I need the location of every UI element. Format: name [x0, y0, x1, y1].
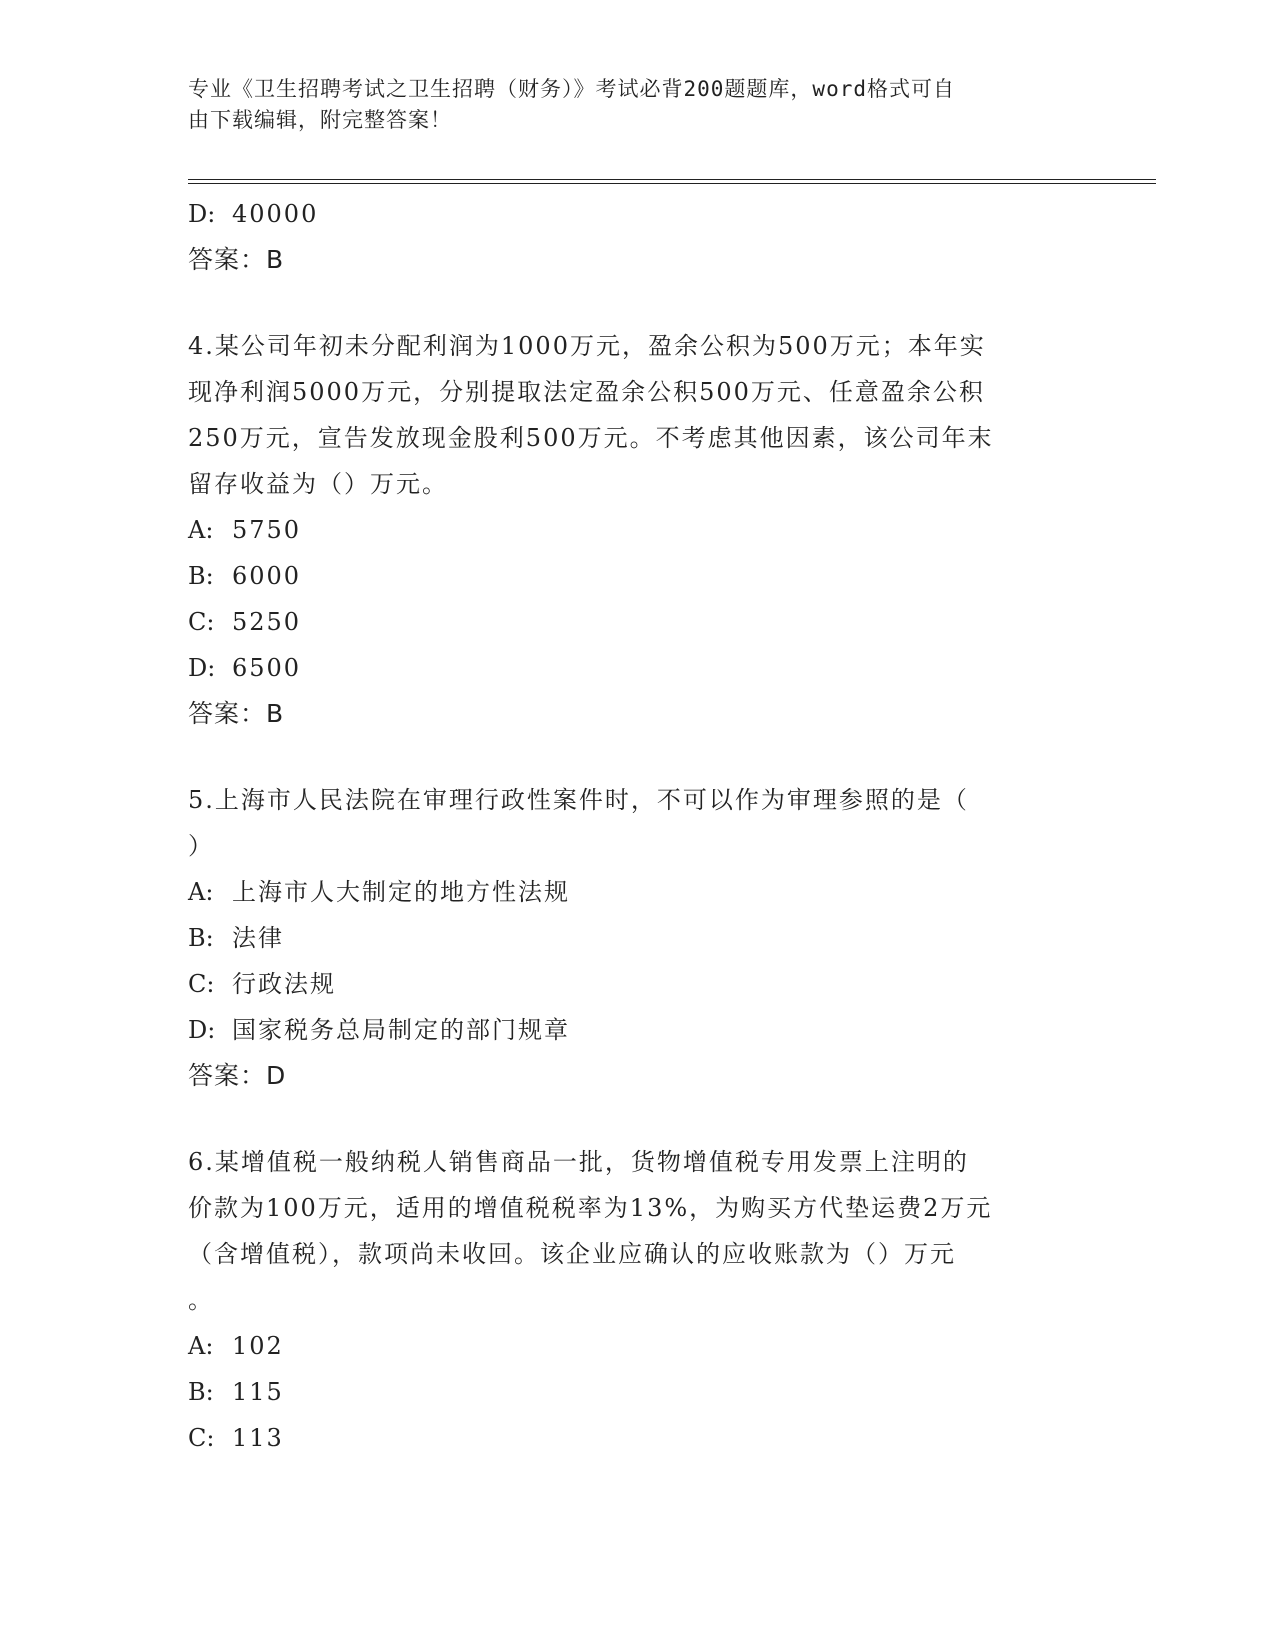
- option-a: [188, 507, 1088, 553]
- question-gap: [188, 283, 1088, 323]
- option-c: [188, 1415, 1088, 1461]
- stem-line: ）: [188, 832, 214, 860]
- option-c: [188, 961, 1088, 1007]
- question-stem: [188, 1139, 1088, 1323]
- option-text: 115: [232, 1378, 284, 1406]
- answer-line: 答案：B: [188, 699, 285, 728]
- option-letter: A:: [188, 516, 214, 544]
- option-letter: A:: [188, 1332, 214, 1360]
- header-line-1: 专业《卫生招聘考试之卫生招聘（财务）》考试必背200题题库，word格式可自: [188, 77, 955, 101]
- answer-line: 答案：D: [188, 1061, 287, 1090]
- option-text: 102: [232, 1332, 284, 1360]
- stem-line: 现净利润5000万元，分别提取法定盈余公积500万元、任意盈余公积: [188, 378, 985, 406]
- option-text: 40000: [232, 200, 319, 228]
- option-letter: B:: [188, 924, 214, 952]
- question-4: [188, 323, 1088, 737]
- option-letter: B:: [188, 1378, 214, 1406]
- header-rule-bottom: [188, 183, 1156, 184]
- question-stem: [188, 323, 1088, 507]
- option-b: [188, 553, 1088, 599]
- option-b: [188, 915, 1088, 961]
- option-d: [188, 191, 1088, 237]
- option-text: 上海市人大制定的地方性法规: [232, 878, 570, 906]
- option-d: [188, 1007, 1088, 1053]
- stem-line: 6.某增值税一般纳税人销售商品一批，货物增值税专用发票上注明的: [188, 1148, 969, 1176]
- option-letter: D:: [188, 200, 216, 228]
- option-letter: C:: [188, 1424, 215, 1452]
- option-letter: A:: [188, 878, 214, 906]
- option-letter: D:: [188, 1016, 216, 1044]
- option-c: [188, 599, 1088, 645]
- option-text: 113: [232, 1424, 284, 1452]
- document-body: [188, 191, 1088, 1461]
- stem-line: 4.某公司年初未分配利润为1000万元，盈余公积为500万元；本年实: [188, 332, 986, 360]
- stem-line: 5.上海市人民法院在审理行政性案件时，不可以作为审理参照的是（: [188, 786, 969, 814]
- option-text: 行政法规: [232, 970, 336, 998]
- option-text: 6000: [232, 562, 302, 590]
- stem-line: 250万元，宣告发放现金股利500万元。不考虑其他因素，该公司年末: [188, 424, 994, 452]
- question-gap: [188, 1099, 1088, 1139]
- header-line-2: 由下载编辑，附完整答案！: [188, 108, 452, 132]
- stem-line: （含增值税），款项尚未收回。该企业应确认的应收账款为（）万元: [188, 1240, 956, 1268]
- option-d: [188, 645, 1088, 691]
- question-6: [188, 1139, 1088, 1461]
- header-rule-top: [188, 179, 1156, 180]
- stem-line: 价款为100万元，适用的增值税税率为13%，为购买方代垫运费2万元: [188, 1194, 993, 1222]
- question-gap: [188, 737, 1088, 777]
- option-text: 6500: [232, 654, 302, 682]
- option-text: 5750: [232, 516, 302, 544]
- option-b: [188, 1369, 1088, 1415]
- stem-line: 。: [188, 1286, 214, 1314]
- option-text: 5250: [232, 608, 302, 636]
- question-5: [188, 777, 1088, 1099]
- question-stem: [188, 777, 1088, 869]
- option-letter: C:: [188, 608, 215, 636]
- option-text: 国家税务总局制定的部门规章: [232, 1016, 570, 1044]
- stem-line: 留存收益为（）万元。: [188, 470, 448, 498]
- option-letter: D:: [188, 654, 216, 682]
- option-letter: B:: [188, 562, 214, 590]
- answer-line: 答案：B: [188, 245, 285, 274]
- option-a: [188, 869, 1088, 915]
- option-text: 法律: [232, 924, 284, 952]
- option-letter: C:: [188, 970, 215, 998]
- document-header: [188, 74, 1068, 136]
- option-a: [188, 1323, 1088, 1369]
